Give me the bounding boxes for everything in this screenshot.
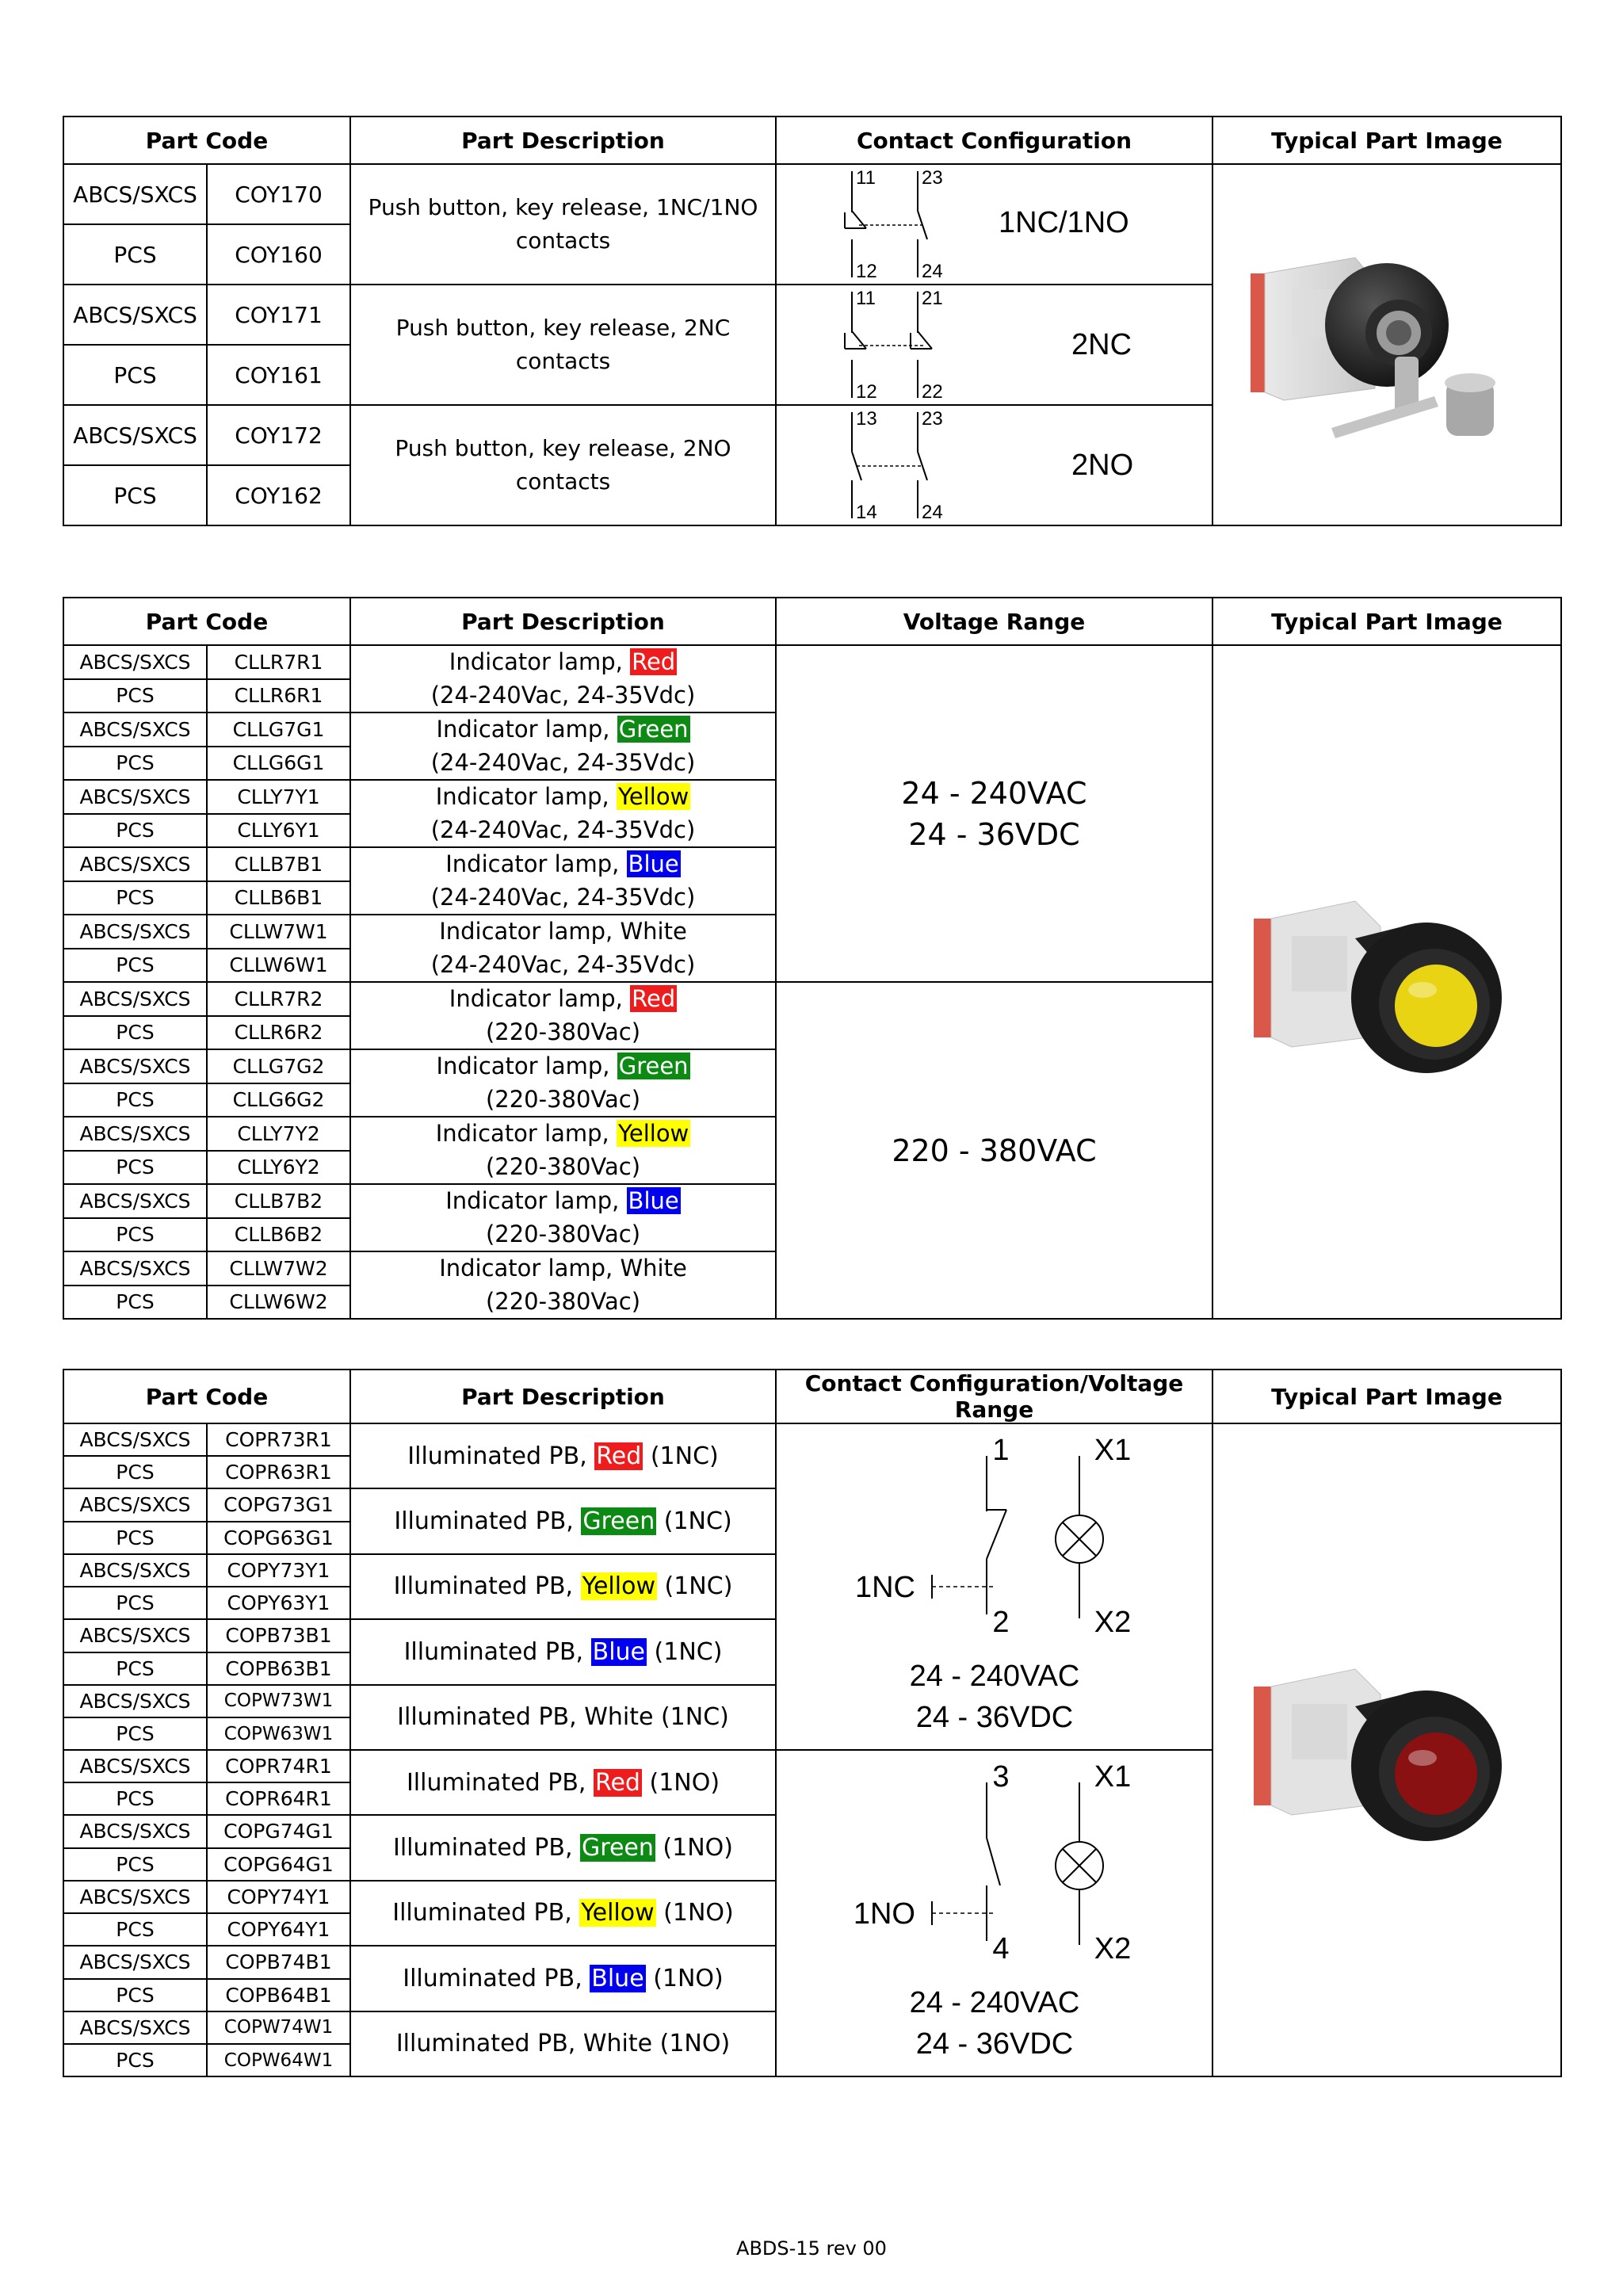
- part-code-cell: COPG74G1: [207, 1815, 350, 1848]
- part-description-cell: [350, 780, 776, 847]
- part-description-header: Part Description: [350, 1370, 776, 1423]
- part-description-cell: Push button, key release, 2NC contacts: [350, 285, 776, 405]
- series-cell: ABCS/SXCS: [63, 1184, 207, 1218]
- series-cell: PCS: [63, 1782, 207, 1815]
- part-description-cell: [350, 1488, 776, 1554]
- contact-symbol-1nc-1no: [777, 165, 1213, 284]
- part-code-cell: CLLG7G2: [207, 1049, 350, 1083]
- part-code-cell: COPR64R1: [207, 1782, 350, 1815]
- contact-type: (1NO): [645, 1964, 724, 1992]
- part-code-cell: CLLG6G1: [207, 747, 350, 781]
- series-cell: PCS: [63, 1979, 207, 2011]
- part-code-cell: CLLB7B2: [207, 1184, 350, 1218]
- svg-text:1NC/1NO: 1NC/1NO: [999, 206, 1129, 239]
- description-prefix: Indicator lamp,: [449, 985, 631, 1012]
- typical-part-image-header: Typical Part Image: [1212, 1370, 1561, 1423]
- part-description-cell: [350, 1815, 776, 1881]
- part-code-cell: CLLY7Y1: [207, 780, 350, 814]
- part-description-cell: [350, 1184, 776, 1251]
- part-code-cell: COPY63Y1: [207, 1587, 350, 1619]
- svg-text:X1: X1: [1094, 1434, 1132, 1467]
- part-code-cell: COY172: [207, 405, 350, 465]
- description-prefix: Illuminated PB,: [395, 2030, 583, 2058]
- part-description-cell: Push button, key release, 1NC/1NO contacts: [350, 164, 776, 285]
- series-cell: ABCS/SXCS: [63, 164, 207, 224]
- svg-text:23: 23: [922, 408, 943, 430]
- series-cell: ABCS/SXCS: [63, 982, 207, 1016]
- description-prefix: Indicator lamp,: [439, 918, 621, 945]
- svg-text:23: 23: [922, 167, 943, 189]
- color-name: Red: [632, 985, 676, 1012]
- part-code-cell: COPB73B1: [207, 1619, 350, 1652]
- yellow-indicator-lamp-photo: [1236, 863, 1537, 1101]
- illuminated-pushbutton-table: [63, 1369, 1562, 2077]
- part-code-cell: CLLB6B1: [207, 881, 350, 915]
- description-prefix: Indicator lamp,: [449, 648, 631, 675]
- part-code-cell: CLLB6B2: [207, 1218, 350, 1252]
- series-cell: PCS: [63, 1151, 207, 1185]
- voltage-range-line: 24 - 36VDC: [908, 816, 1080, 852]
- color-name: Green: [618, 1052, 689, 1079]
- series-cell: PCS: [63, 1218, 207, 1252]
- contact-configuration-cell: [776, 1423, 1212, 1750]
- series-cell: ABCS/SXCS: [63, 645, 207, 679]
- part-description-cell: [350, 1117, 776, 1184]
- svg-text:2NO: 2NO: [1071, 449, 1134, 482]
- color-name: White: [620, 918, 687, 945]
- voltage-rating: (24-240Vac, 24-35Vdc): [430, 883, 696, 911]
- indicator-lamp-table: [63, 597, 1562, 1320]
- part-code-header: Part Code: [63, 598, 350, 645]
- contact-type: (1NC): [656, 1507, 732, 1535]
- description-prefix: Indicator lamp,: [436, 1052, 617, 1079]
- description-prefix: Indicator lamp,: [435, 1120, 617, 1147]
- series-cell: PCS: [63, 949, 207, 983]
- color-name: White: [582, 2030, 653, 2058]
- svg-text:24: 24: [922, 502, 943, 523]
- series-cell: ABCS/SXCS: [63, 2011, 207, 2045]
- voltage-rating: (220-380Vac): [485, 1220, 641, 1247]
- part-code-cell: COY170: [207, 164, 350, 224]
- series-cell: ABCS/SXCS: [63, 1750, 207, 1782]
- part-code-cell: COPB74B1: [207, 1946, 350, 1979]
- contact-diagram-1no: [777, 1751, 1213, 2076]
- part-description-header: Part Description: [350, 117, 776, 164]
- color-name: Green: [582, 1507, 655, 1535]
- part-description-cell: [350, 712, 776, 780]
- contact-configuration-voltage-header: Contact Configuration/Voltage Range: [776, 1370, 1212, 1423]
- part-description-cell: [350, 645, 776, 712]
- voltage-rating: (220-380Vac): [485, 1085, 641, 1113]
- description-prefix: Indicator lamp,: [435, 783, 617, 810]
- part-description-cell: [350, 1750, 776, 1815]
- part-code-cell: CLLB7B1: [207, 847, 350, 881]
- typical-part-image-header: Typical Part Image: [1212, 598, 1561, 645]
- part-code-cell: CLLG7G1: [207, 712, 350, 747]
- part-code-cell: COY160: [207, 224, 350, 285]
- part-code-cell: COPG64G1: [207, 1848, 350, 1881]
- part-code-cell: COPY64Y1: [207, 1913, 350, 1946]
- part-code-cell: COPB64B1: [207, 1979, 350, 2011]
- series-cell: ABCS/SXCS: [63, 1049, 207, 1083]
- voltage-rating: (220-380Vac): [485, 1287, 641, 1315]
- part-code-cell: CLLY7Y2: [207, 1117, 350, 1151]
- svg-text:12: 12: [856, 381, 877, 403]
- color-name: Red: [594, 1768, 640, 1797]
- svg-text:24 - 240VAC: 24 - 240VAC: [909, 1660, 1080, 1693]
- color-name: Blue: [628, 850, 679, 877]
- part-code-cell: CLLY6Y2: [207, 1151, 350, 1185]
- contact-type: (1NO): [655, 1899, 734, 1927]
- series-cell: PCS: [63, 224, 207, 285]
- series-cell: PCS: [63, 1083, 207, 1117]
- part-description-cell: [350, 1881, 776, 1946]
- series-cell: ABCS/SXCS: [63, 1619, 207, 1652]
- series-cell: ABCS/SXCS: [63, 1881, 207, 1914]
- color-name: Blue: [592, 1637, 645, 1666]
- svg-text:2NC: 2NC: [1071, 328, 1132, 361]
- part-description-header: Part Description: [350, 598, 776, 645]
- voltage-rating: (24-240Vac, 24-35Vdc): [430, 748, 696, 776]
- series-cell: ABCS/SXCS: [63, 1423, 207, 1456]
- description-prefix: Illuminated PB,: [393, 1572, 581, 1601]
- description-prefix: Indicator lamp,: [439, 1255, 621, 1282]
- part-code-cell: COPB63B1: [207, 1652, 350, 1685]
- part-code-cell: COPR74R1: [207, 1750, 350, 1782]
- series-cell: PCS: [63, 881, 207, 915]
- description-prefix: Indicator lamp,: [436, 716, 617, 743]
- part-code-cell: CLLR6R2: [207, 1016, 350, 1050]
- color-name: Blue: [591, 1964, 644, 1992]
- part-description-cell: [350, 1423, 776, 1488]
- contact-symbol-2nc: [777, 285, 1213, 404]
- svg-text:1NC: 1NC: [854, 1571, 915, 1604]
- description-prefix: Illuminated PB,: [407, 1442, 595, 1470]
- svg-text:21: 21: [922, 288, 943, 309]
- series-cell: ABCS/SXCS: [63, 1251, 207, 1286]
- color-name: Yellow: [582, 1572, 655, 1601]
- part-code-cell: COPR73R1: [207, 1423, 350, 1456]
- voltage-rating: (24-240Vac, 24-35Vdc): [430, 950, 696, 978]
- contact-configuration-header: Contact Configuration: [776, 117, 1212, 164]
- document-revision-footer: ABDS-15 rev 00: [736, 2237, 887, 2260]
- contact-diagram-1nc: [777, 1424, 1213, 1749]
- svg-text:24 - 240VAC: 24 - 240VAC: [909, 1986, 1080, 2019]
- indicator-lamp-image: [1212, 645, 1561, 1319]
- red-illuminated-push-button-photo: [1236, 1631, 1537, 1869]
- svg-text:11: 11: [856, 288, 876, 309]
- svg-text:2: 2: [992, 1606, 1010, 1639]
- series-cell: ABCS/SXCS: [63, 1554, 207, 1587]
- description-prefix: Illuminated PB,: [397, 1703, 585, 1732]
- contact-type: (1NO): [655, 1833, 733, 1862]
- contact-type: (1NC): [647, 1637, 723, 1666]
- part-code-cell: COPG73G1: [207, 1488, 350, 1522]
- svg-text:3: 3: [992, 1760, 1010, 1794]
- part-description-cell: [350, 1619, 776, 1685]
- part-code-cell: COPW73W1: [207, 1685, 350, 1718]
- svg-text:X1: X1: [1094, 1760, 1132, 1794]
- part-code-cell: CLLR7R1: [207, 645, 350, 679]
- part-description-cell: [350, 847, 776, 915]
- voltage-rating: (220-380Vac): [485, 1018, 641, 1045]
- description-prefix: Illuminated PB,: [393, 1833, 581, 1862]
- voltage-rating: (24-240Vac, 24-35Vdc): [430, 681, 696, 709]
- svg-text:22: 22: [922, 381, 943, 403]
- part-description-cell: [350, 1251, 776, 1319]
- contact-type: (1NC): [653, 1703, 729, 1732]
- contact-diagram-2nc: [776, 285, 1212, 405]
- contact-diagram-1nc-1no: [776, 164, 1212, 285]
- color-name: Red: [596, 1442, 642, 1470]
- part-code-cell: CLLW7W1: [207, 915, 350, 949]
- description-prefix: Indicator lamp,: [445, 1187, 627, 1214]
- series-cell: PCS: [63, 747, 207, 781]
- part-description-cell: Push button, key release, 2NO contacts: [350, 405, 776, 525]
- svg-text:X2: X2: [1094, 1932, 1132, 1966]
- part-description-cell: [350, 1946, 776, 2011]
- color-name: Yellow: [581, 1899, 655, 1927]
- part-code-cell: COY161: [207, 345, 350, 405]
- part-code-cell: CLLW6W2: [207, 1286, 350, 1320]
- contact-type: (1NO): [652, 2030, 731, 2058]
- description-prefix: Illuminated PB,: [403, 1637, 591, 1666]
- svg-text:12: 12: [856, 261, 877, 282]
- series-cell: PCS: [63, 1286, 207, 1320]
- series-cell: ABCS/SXCS: [63, 1117, 207, 1151]
- series-cell: PCS: [63, 1717, 207, 1750]
- color-name: White: [620, 1255, 687, 1282]
- series-cell: PCS: [63, 1456, 207, 1488]
- svg-text:14: 14: [856, 502, 877, 523]
- color-name: Yellow: [618, 1120, 689, 1147]
- series-cell: ABCS/SXCS: [63, 285, 207, 345]
- svg-text:11: 11: [856, 167, 876, 189]
- part-code-cell: COPR63R1: [207, 1456, 350, 1488]
- part-code-cell: CLLG6G2: [207, 1083, 350, 1117]
- typical-part-image-header: Typical Part Image: [1212, 117, 1561, 164]
- series-cell: PCS: [63, 2044, 207, 2076]
- contact-type: (1NC): [643, 1442, 719, 1470]
- series-cell: ABCS/SXCS: [63, 915, 207, 949]
- voltage-range-line: 220 - 380VAC: [892, 1133, 1097, 1168]
- key-release-pushbutton-table: [63, 116, 1562, 526]
- part-code-cell: COPG63G1: [207, 1522, 350, 1554]
- part-code-cell: COPW74W1: [207, 2011, 350, 2045]
- contact-symbol-2no: [777, 406, 1213, 525]
- part-code-cell: CLLY6Y1: [207, 814, 350, 848]
- series-cell: PCS: [63, 1522, 207, 1554]
- part-code-header: Part Code: [63, 117, 350, 164]
- series-cell: PCS: [63, 345, 207, 405]
- series-cell: PCS: [63, 679, 207, 713]
- series-cell: PCS: [63, 1016, 207, 1050]
- color-name: Green: [582, 1833, 654, 1862]
- series-cell: ABCS/SXCS: [63, 1685, 207, 1718]
- part-description-cell: [350, 2011, 776, 2077]
- voltage-rating: (24-240Vac, 24-35Vdc): [430, 816, 696, 843]
- series-cell: PCS: [63, 814, 207, 848]
- series-cell: PCS: [63, 1652, 207, 1685]
- svg-text:1NO: 1NO: [853, 1897, 915, 1931]
- color-name: Blue: [628, 1187, 679, 1214]
- series-cell: ABCS/SXCS: [63, 405, 207, 465]
- series-cell: ABCS/SXCS: [63, 1815, 207, 1848]
- part-code-cell: CLLR7R2: [207, 982, 350, 1016]
- voltage-range-line: 24 - 240VAC: [901, 775, 1087, 811]
- table-row: [63, 645, 1561, 679]
- svg-text:24 - 36VDC: 24 - 36VDC: [915, 2027, 1074, 2061]
- description-prefix: Illuminated PB,: [406, 1768, 594, 1797]
- part-description-cell: [350, 1049, 776, 1117]
- svg-text:X2: X2: [1094, 1606, 1132, 1639]
- part-code-cell: COY171: [207, 285, 350, 345]
- part-code-cell: CLLR6R1: [207, 679, 350, 713]
- color-name: Green: [618, 716, 689, 743]
- svg-text:1: 1: [992, 1434, 1010, 1467]
- part-code-cell: COPY73Y1: [207, 1554, 350, 1587]
- series-cell: PCS: [63, 1587, 207, 1619]
- voltage-range-header: Voltage Range: [776, 598, 1212, 645]
- voltage-range-cell: [776, 645, 1212, 982]
- series-cell: PCS: [63, 465, 207, 525]
- part-code-cell: COPW63W1: [207, 1717, 350, 1750]
- table-row: [63, 1423, 1561, 1456]
- svg-text:4: 4: [992, 1932, 1010, 1966]
- series-cell: ABCS/SXCS: [63, 712, 207, 747]
- part-code-cell: COY162: [207, 465, 350, 525]
- part-description-cell: [350, 1554, 776, 1620]
- svg-text:24: 24: [922, 261, 943, 282]
- part-code-cell: COPW64W1: [207, 2044, 350, 2076]
- contact-configuration-cell: [776, 1750, 1212, 2076]
- description-prefix: Illuminated PB,: [394, 1507, 582, 1535]
- key-release-push-button-photo: [1236, 226, 1537, 464]
- part-description-cell: [350, 1685, 776, 1751]
- series-cell: ABCS/SXCS: [63, 780, 207, 814]
- part-description-cell: [350, 982, 776, 1049]
- illuminated-push-button-image: [1212, 1423, 1561, 2076]
- series-cell: PCS: [63, 1913, 207, 1946]
- description-prefix: Illuminated PB,: [392, 1899, 580, 1927]
- part-description-cell: [350, 915, 776, 982]
- svg-text:13: 13: [856, 408, 877, 430]
- key-release-push-button-image: [1212, 164, 1561, 525]
- voltage-range-cell: [776, 982, 1212, 1319]
- contact-type: (1NO): [641, 1768, 720, 1797]
- series-cell: ABCS/SXCS: [63, 1946, 207, 1979]
- color-name: Red: [632, 648, 676, 675]
- contact-type: (1NC): [656, 1572, 733, 1601]
- description-prefix: Indicator lamp,: [445, 850, 627, 877]
- series-cell: ABCS/SXCS: [63, 847, 207, 881]
- part-code-header: Part Code: [63, 1370, 350, 1423]
- part-code-cell: CLLW7W2: [207, 1251, 350, 1286]
- series-cell: PCS: [63, 1848, 207, 1881]
- description-prefix: Illuminated PB,: [403, 1964, 590, 1992]
- series-cell: ABCS/SXCS: [63, 1488, 207, 1522]
- svg-text:24 - 36VDC: 24 - 36VDC: [915, 1701, 1074, 1734]
- part-code-cell: COPY74Y1: [207, 1881, 350, 1914]
- color-name: White: [584, 1703, 654, 1732]
- part-code-cell: CLLW6W1: [207, 949, 350, 983]
- color-name: Yellow: [618, 783, 689, 810]
- voltage-rating: (220-380Vac): [485, 1152, 641, 1180]
- contact-diagram-2no: [776, 405, 1212, 525]
